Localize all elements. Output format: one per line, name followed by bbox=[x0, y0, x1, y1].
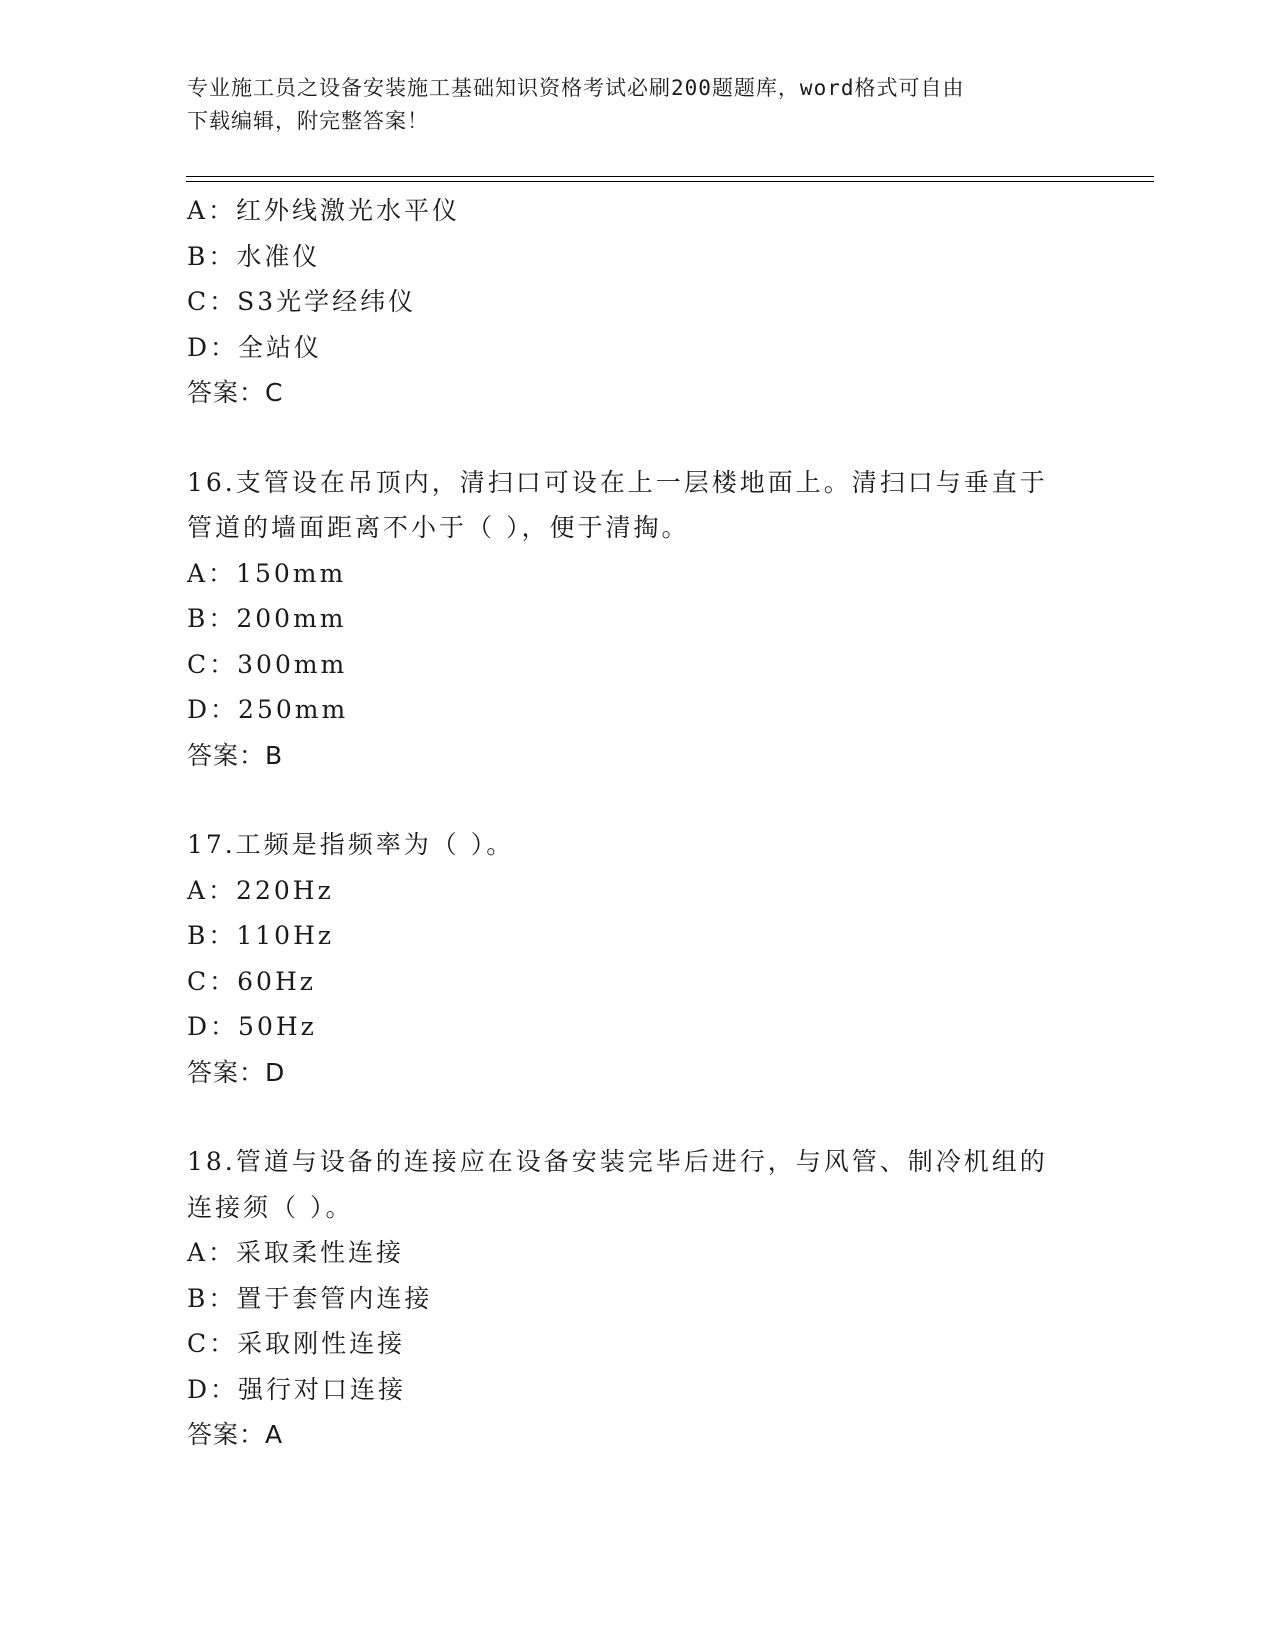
spacer bbox=[187, 1095, 1087, 1139]
option-c: C：300mm bbox=[187, 649, 348, 679]
header-line-1: 专业施工员之设备安装施工基础知识资格考试必刷200题题库，word格式可自由 bbox=[187, 76, 965, 100]
option-d: D：全站仪 bbox=[187, 332, 323, 362]
spacer bbox=[187, 416, 1087, 460]
option-b: B：110Hz bbox=[187, 921, 335, 950]
answer: 答案：C bbox=[187, 378, 284, 407]
option-a: A：采取柔性连接 bbox=[187, 1238, 405, 1267]
answer: 答案：A bbox=[187, 1420, 284, 1449]
option-d: D：50Hz bbox=[187, 1012, 317, 1041]
question-stem: 18.管道与设备的连接应在设备安装完毕后进行，与风管、制冷机组的 bbox=[187, 1147, 1048, 1176]
question-stem-continued: 管道的墙面距离不小于（ ），便于清掏。 bbox=[187, 513, 690, 542]
option-a: A：红外线激光水平仪 bbox=[187, 196, 461, 225]
question-list bbox=[187, 188, 1087, 1458]
option-c: C：采取刚性连接 bbox=[187, 1329, 406, 1358]
question-18 bbox=[187, 1139, 1087, 1458]
question-16 bbox=[187, 460, 1087, 779]
question-stem-continued: 连接须（ ）。 bbox=[187, 1192, 354, 1222]
question-stem: 16.支管设在吊顶内，清扫口可设在上一层楼地面上。清扫口与垂直于 bbox=[187, 467, 1048, 497]
option-a: A：220Hz bbox=[187, 875, 334, 905]
option-a: A：150mm bbox=[187, 558, 347, 588]
option-b: B：200mm bbox=[187, 604, 347, 633]
option-b: B：水准仪 bbox=[187, 241, 321, 271]
question-stem: 17.工频是指频率为（ ）。 bbox=[187, 830, 515, 859]
header-line-2: 下载编辑，附完整答案！ bbox=[187, 109, 429, 133]
option-d: D：强行对口连接 bbox=[187, 1374, 407, 1404]
question-15 bbox=[187, 188, 1087, 416]
option-c: C：60Hz bbox=[187, 966, 316, 996]
option-b: B：置于套管内连接 bbox=[187, 1283, 433, 1313]
document-header bbox=[187, 72, 1087, 138]
answer: 答案：B bbox=[187, 740, 284, 770]
header-rule-bottom bbox=[186, 181, 1154, 182]
option-d: D：250mm bbox=[187, 695, 349, 724]
option-c: C：S3光学经纬仪 bbox=[187, 287, 417, 316]
header-rule-top bbox=[186, 176, 1154, 177]
question-17 bbox=[187, 822, 1087, 1095]
spacer bbox=[187, 778, 1087, 822]
answer: 答案：D bbox=[187, 1057, 286, 1087]
